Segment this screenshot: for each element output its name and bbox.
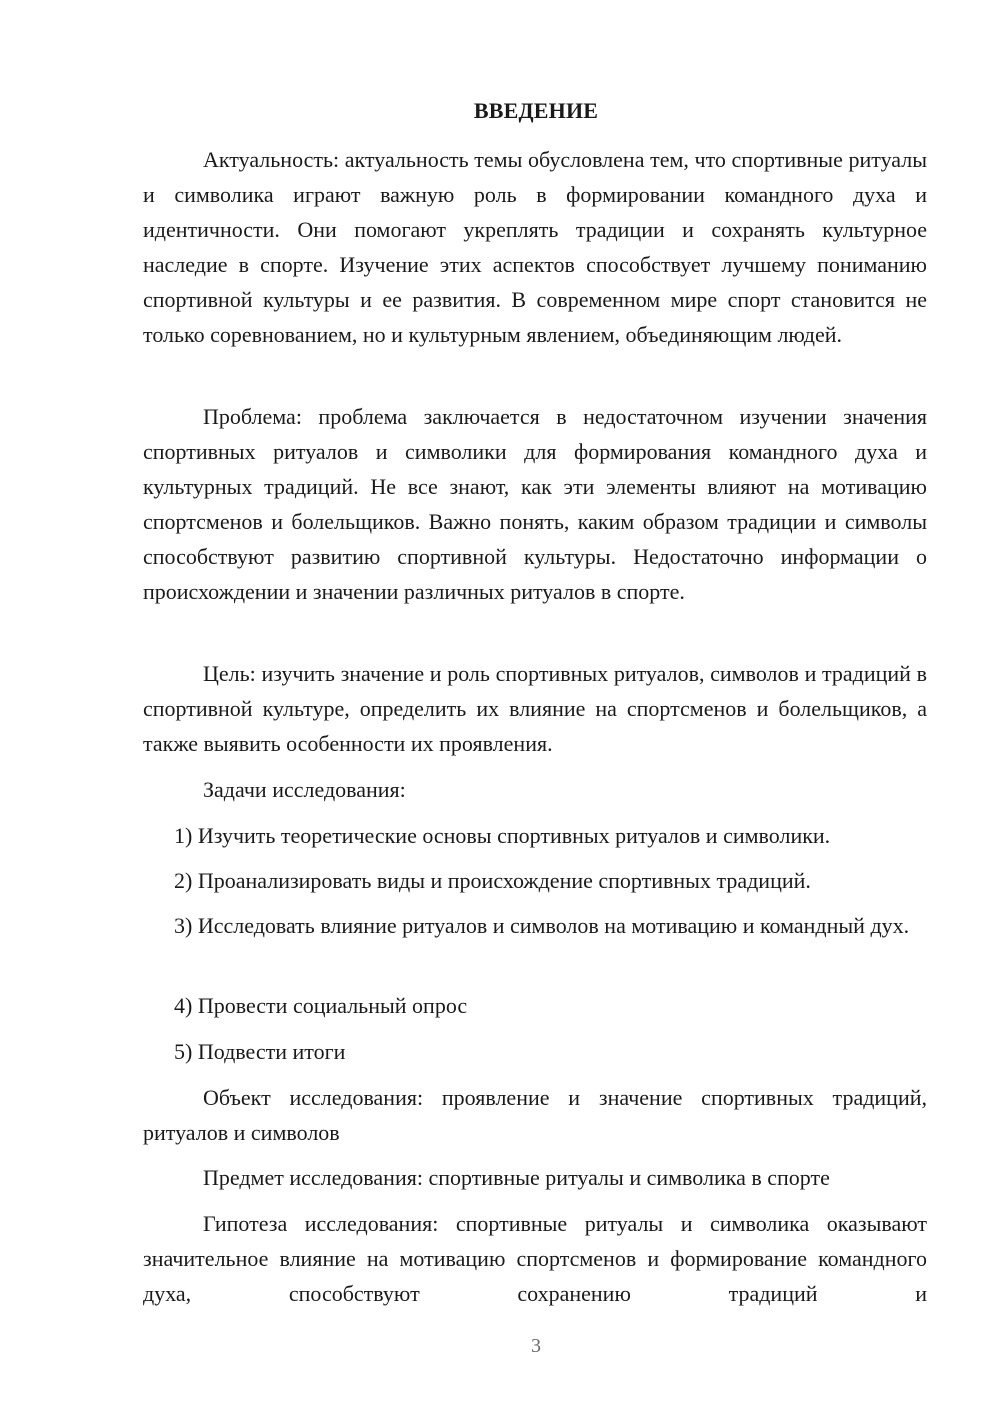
tasks-heading-block	[143, 772, 927, 807]
goal-paragraph-block	[143, 656, 927, 761]
task-item: 4) Провести социальный опрос	[174, 993, 468, 1018]
relevance-paragraph-block	[143, 142, 927, 352]
problem-paragraph: Проблема: проблема заключается в недостаточном изучении значения спортивных ритуалов и символики для формирования командного духа и культурных традиций. Не все знают, как эти элементы влияют на мотивацию спортсменов и болельщиков. Важно понять, каким образом традиции и символы способствуют развитию спортивной культуры. Недостаточно информации о происхождении и значении различных ритуалов в спорте.	[143, 404, 927, 604]
relevance-paragraph: Актуальность: актуальность темы обусловлена тем, что спортивные ритуалы и символика играют важную роль в формировании командного духа и идентичности. Они помогают укреплять традиции и сохранять культурное наследие в спорте. Изучение этих аспектов способствует лучшему пониманию спортивной культуры и ее развития. В современном мире спорт становится не только соревнованием, но и культурным явлением, объединяющим людей.	[143, 147, 927, 347]
hypothesis-paragraph-block	[143, 1206, 927, 1311]
tasks-heading: Задачи исследования:	[203, 777, 406, 802]
task-item: 2) Проанализировать виды и происхождение спортивных традиций.	[174, 868, 811, 893]
subject-paragraph-block	[143, 1160, 927, 1195]
page-number: 3	[531, 1335, 541, 1357]
task-item-1-block	[143, 818, 927, 853]
hypothesis-paragraph: Гипотеза исследования: спортивные ритуалы и символика оказывают значительное влияние на мотивацию спортсменов и формирование командного духа, способствуют сохранению традиций и	[143, 1211, 927, 1306]
goal-paragraph: Цель: изучить значение и роль спортивных ритуалов, символов и традиций в спортивной культуре, определить их влияние на спортсменов и болельщиков, а также выявить особенности их проявления.	[143, 661, 927, 756]
task-item: 3) Исследовать влияние ритуалов и символов на мотивацию и командный дух.	[174, 913, 910, 938]
task-item: 1) Изучить теоретические основы спортивных ритуалов и символики.	[174, 823, 831, 848]
page-title: ВВЕДЕНИЕ	[473, 98, 599, 123]
subject-paragraph: Предмет исследования: спортивные ритуалы и символика в спорте	[203, 1165, 830, 1190]
task-item-4-block	[143, 988, 927, 1023]
problem-paragraph-block	[143, 399, 927, 609]
task-item-5-block	[143, 1034, 927, 1069]
object-paragraph-block	[143, 1080, 927, 1150]
task-item-2-block	[143, 863, 927, 898]
object-paragraph: Объект исследования: проявление и значение спортивных традиций, ритуалов и символов	[143, 1085, 927, 1145]
task-item-3-block	[143, 908, 927, 943]
task-item: 5) Подвести итоги	[174, 1039, 346, 1064]
